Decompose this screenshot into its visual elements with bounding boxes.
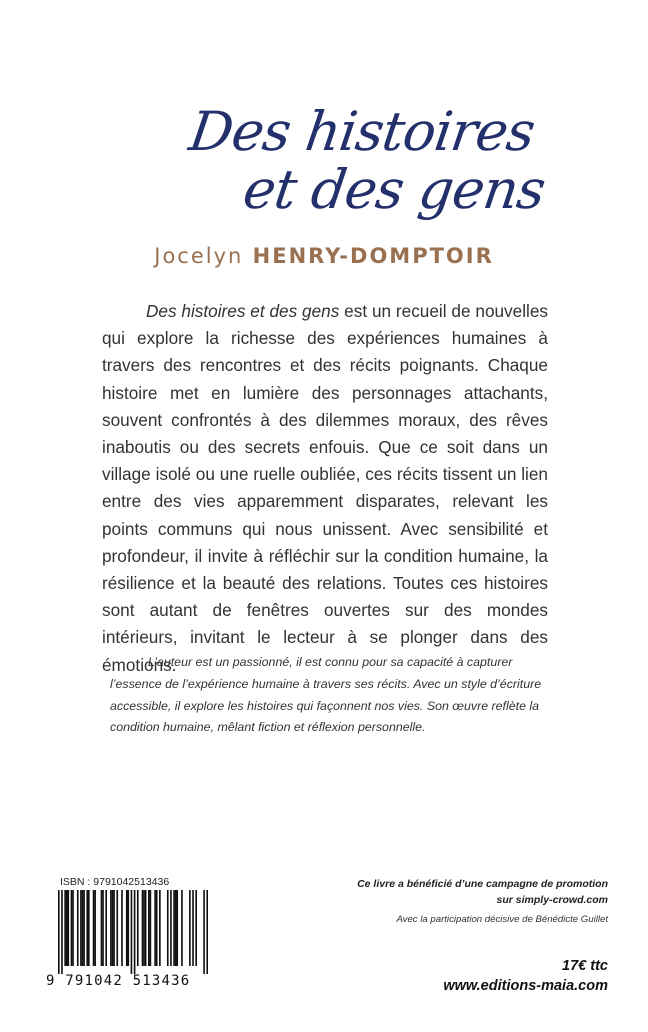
barcode-bar	[82, 890, 84, 966]
barcode-bar	[134, 890, 136, 974]
promotion-line-2: sur simply-crowd.com	[496, 894, 608, 906]
barcode-bar	[137, 890, 139, 966]
barcode-bar	[66, 890, 68, 966]
barcode-bar	[61, 890, 63, 974]
barcode-bar	[80, 890, 82, 966]
participation-credit: Avec la participation décisive de Bénédicte Guillet	[396, 914, 608, 925]
synopsis-book-title: Des histoires et des gens	[146, 301, 340, 321]
barcode-bar	[113, 890, 115, 966]
barcode-bar	[101, 890, 103, 966]
barcode-bar	[116, 890, 118, 966]
barcode-bar	[189, 890, 191, 966]
about-author-paragraph: L’auteur est un passionné, il est connu pour sa capacité à capturer l’essence de l’expérience humaine à travers ses récits. Avec un style d’écriture accessible, il explore les histoires qui façonnent nos vies. Son œuvre reflète la condition humaine, mêlant fiction et réflexion personnelle.	[110, 655, 542, 735]
barcode-bar	[110, 890, 112, 966]
price: 17€ ttc	[562, 958, 608, 974]
barcode-bar	[131, 890, 133, 974]
barcode-bar	[203, 890, 205, 974]
barcode-bar	[71, 890, 73, 966]
barcode-graphic	[58, 890, 208, 974]
barcode-bar	[192, 890, 194, 966]
synopsis-paragraph	[102, 298, 548, 679]
synopsis-text: est un recueil de nouvelles qui explore la richesse des expériences humaines à travers des rencontres et des récits poignants. Chaque histoire met en lumière des personnages attachants, souvent confrontés à des dilemmes moraux, des rêves inaboutis ou des secrets enfouis. Que ce soit dans un village isolé ou une ruelle oubliée, ces récits tissent un lien entre des vies apparemment disparates, relevant les points communs qui nous unissent. Avec sensibilité et profondeur, il invite à réfléchir sur la condition humaine, la résilience et la beauté des relations. Toutes ces histoires sont autant de fenêtres ouvertes sur des mondes intérieurs, invitant le lecteur à se plonger dans des émotions.	[102, 301, 549, 675]
barcode-bar	[88, 890, 90, 966]
barcode-digits: 9 791042 513436	[46, 973, 191, 989]
barcode-bar	[121, 890, 123, 966]
barcode-bar	[206, 890, 208, 974]
barcode-bar	[156, 890, 158, 966]
barcode-bar	[67, 890, 69, 966]
title-line-1: Des histoires	[185, 100, 539, 163]
barcode-bar	[126, 890, 128, 966]
barcode-bar	[145, 890, 147, 966]
author-last-name: HENRY-DOMPTOIR	[252, 244, 494, 268]
barcode-bar	[181, 890, 183, 966]
barcode-bar	[94, 890, 96, 966]
publisher-website: www.editions-maia.com	[443, 978, 608, 994]
barcode-bar	[64, 890, 66, 966]
barcode-bar	[58, 890, 60, 974]
barcode-bar	[102, 890, 104, 966]
barcode-bar	[150, 890, 152, 966]
barcode-bar	[176, 890, 178, 966]
author-first-name: Jocelyn	[154, 244, 244, 268]
barcode-bar	[127, 890, 129, 966]
isbn-label: ISBN : 9791042513436	[60, 876, 170, 888]
barcode-bar	[112, 890, 114, 966]
barcode-bar	[93, 890, 95, 966]
barcode-bar	[143, 890, 145, 966]
promotion-note	[318, 876, 608, 908]
barcode-bar	[83, 890, 85, 966]
barcode-bar	[148, 890, 150, 966]
barcode-bar	[159, 890, 161, 966]
barcode-bar	[167, 890, 169, 966]
barcode-bar	[195, 890, 197, 966]
book-title	[0, 92, 648, 232]
barcode-bar	[175, 890, 177, 966]
title-line-2: et des gens	[239, 158, 549, 221]
barcode-bar	[72, 890, 74, 966]
barcode-bar	[105, 890, 107, 966]
barcode-bar	[154, 890, 156, 966]
barcode-bar	[86, 890, 88, 966]
author-name	[0, 244, 648, 268]
barcode-bar	[142, 890, 144, 966]
barcode-bar	[173, 890, 175, 966]
barcode-bar	[170, 890, 172, 966]
barcode-bar	[77, 890, 79, 966]
promotion-line-1: Ce livre a bénéficié d’une campagne de promotion	[357, 878, 608, 890]
